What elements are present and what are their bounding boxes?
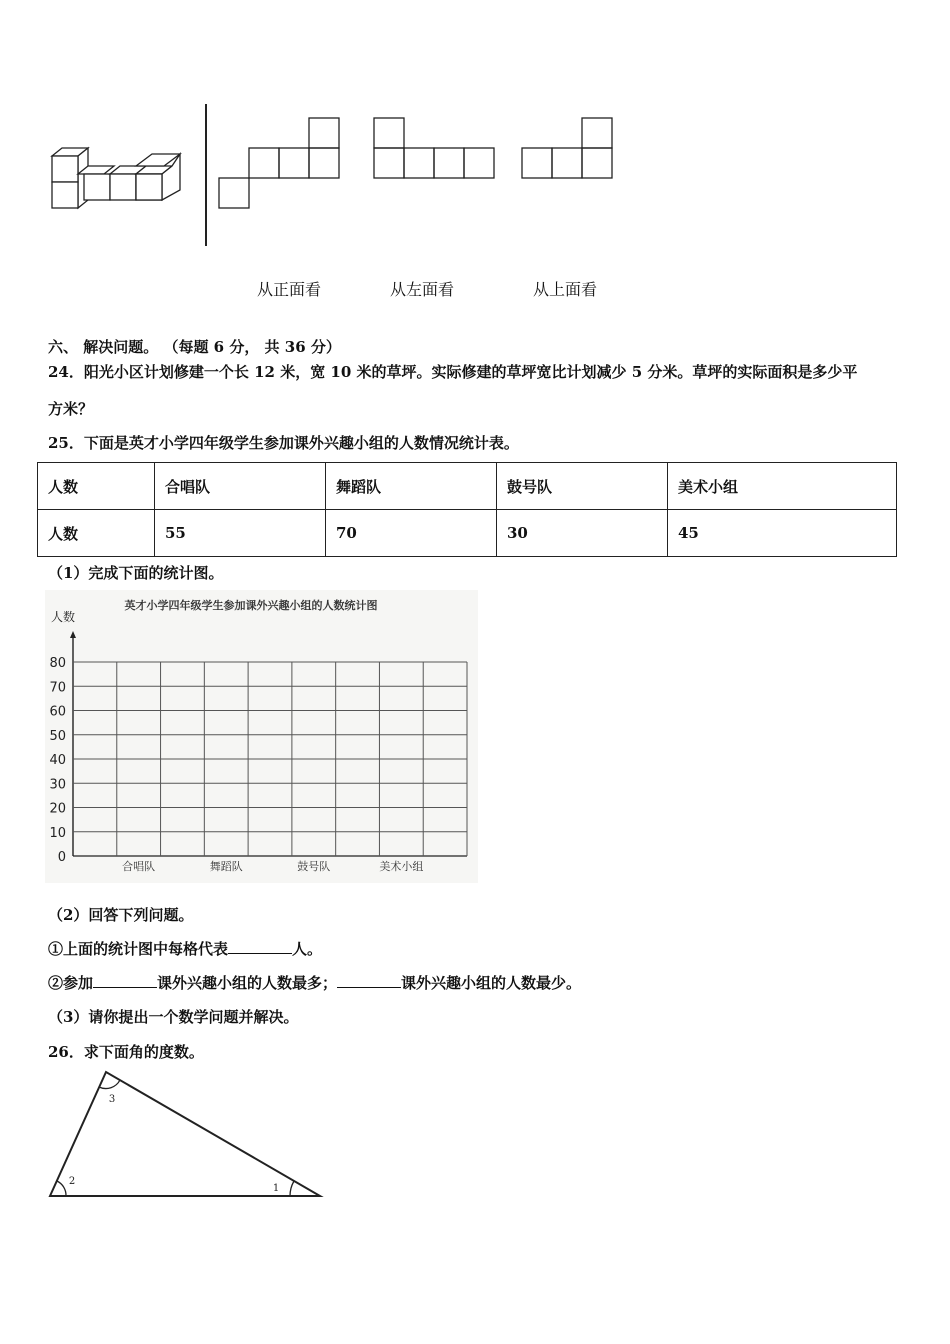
chart-ytick-label: 40 [49,753,66,768]
chart-xticks [122,859,423,873]
chart-ytick-label: 0 [57,850,66,865]
table-cell: 45 [668,510,897,557]
angle-arc-2 [57,1181,66,1196]
table-cell: 鼓号队 [497,463,668,510]
left-view [374,118,494,178]
q25-q2-2 [48,972,581,993]
answer-blank-each-cell[interactable] [228,939,292,954]
chart-ylabel: 人数 [51,610,76,624]
section-heading: 六、 解决问题。 （每题 6 分， 共 36 分） [48,338,341,356]
triangle-shape [50,1072,320,1196]
chart-svg [45,590,478,883]
chart-xtick-label: 美术小组 [379,860,424,873]
q2-1-text-before: ①上面的统计图中每格代表 [48,940,229,958]
q25-part1: （1）完成下面的统计图。 [48,564,224,582]
front-view [219,118,339,208]
chart-xtick-label: 鼓号队 [297,860,331,873]
table-cell: 美术小组 [668,463,897,510]
front-view-label: 从正面看 [257,280,322,299]
chart-grid [70,631,467,856]
top-view [522,118,612,178]
cube-solid [52,148,180,208]
q2-2-text-a: ②参加 [48,974,94,992]
stat-table [37,462,897,557]
answer-blank-most[interactable] [93,973,157,988]
chart-xtick-label: 合唱队 [122,860,156,873]
table-cell: 30 [497,510,668,557]
angle-label-1: 1 [272,1183,280,1194]
chart-ytick-label: 70 [49,680,66,696]
q2-2-text-b: 课外兴趣小组的人数最多； [157,974,338,992]
chart-ytick-label: 60 [49,704,66,720]
table-cell: 人数 [38,510,155,557]
angle-label-3: 3 [108,1094,116,1105]
chart-y-axis-arrow [70,631,76,638]
chart-yticks [49,656,66,865]
triangle-figure [40,1066,340,1206]
q2-2-text-c: 课外兴趣小组的人数最少。 [401,974,582,992]
chart-ytick-label: 20 [49,801,66,817]
left-view-label: 从左面看 [390,280,455,299]
table-cell: 人数 [38,463,155,510]
answer-blank-least[interactable] [337,973,401,988]
chart-ytick-label: 50 [49,728,66,744]
q2-1-text-after: 人。 [292,940,323,958]
bar-chart [45,590,478,883]
q25-intro: 25．下面是英才小学四年级学生参加课外兴趣小组的人数情况统计表。 [48,434,519,452]
q24-line1: 24．阳光小区计划修建一个长 12 米，宽 10 米的草坪。实际修建的草坪宽比计划减少 5 分米。草坪的实际面积是多少平 [48,363,858,381]
angle-arc-1 [290,1181,294,1196]
angle-label-2: 2 [68,1176,76,1187]
chart-ytick-label: 80 [49,656,66,671]
table-cell: 55 [155,510,326,557]
top-view-label: 从上面看 [533,280,598,299]
table-row [38,463,897,510]
cube-views-figure [40,100,640,260]
q26-text: 26．求下面角的度数。 [48,1043,204,1061]
table-cell: 合唱队 [155,463,326,510]
q25-part2: （2）回答下列问题。 [48,906,194,924]
chart-ytick-label: 30 [49,777,66,793]
q25-q2-1 [48,938,322,959]
table-row [38,510,897,557]
chart-xtick-label: 舞蹈队 [209,860,243,873]
q25-part3: （3）请你提出一个数学问题并解决。 [48,1008,299,1026]
table-cell: 舞蹈队 [326,463,497,510]
q24-line2: 方米？ [48,400,94,418]
chart-title: 英才小学四年级学生参加课外兴趣小组的人数统计图 [124,599,378,612]
chart-ytick-label: 10 [49,825,66,841]
table-cell: 70 [326,510,497,557]
